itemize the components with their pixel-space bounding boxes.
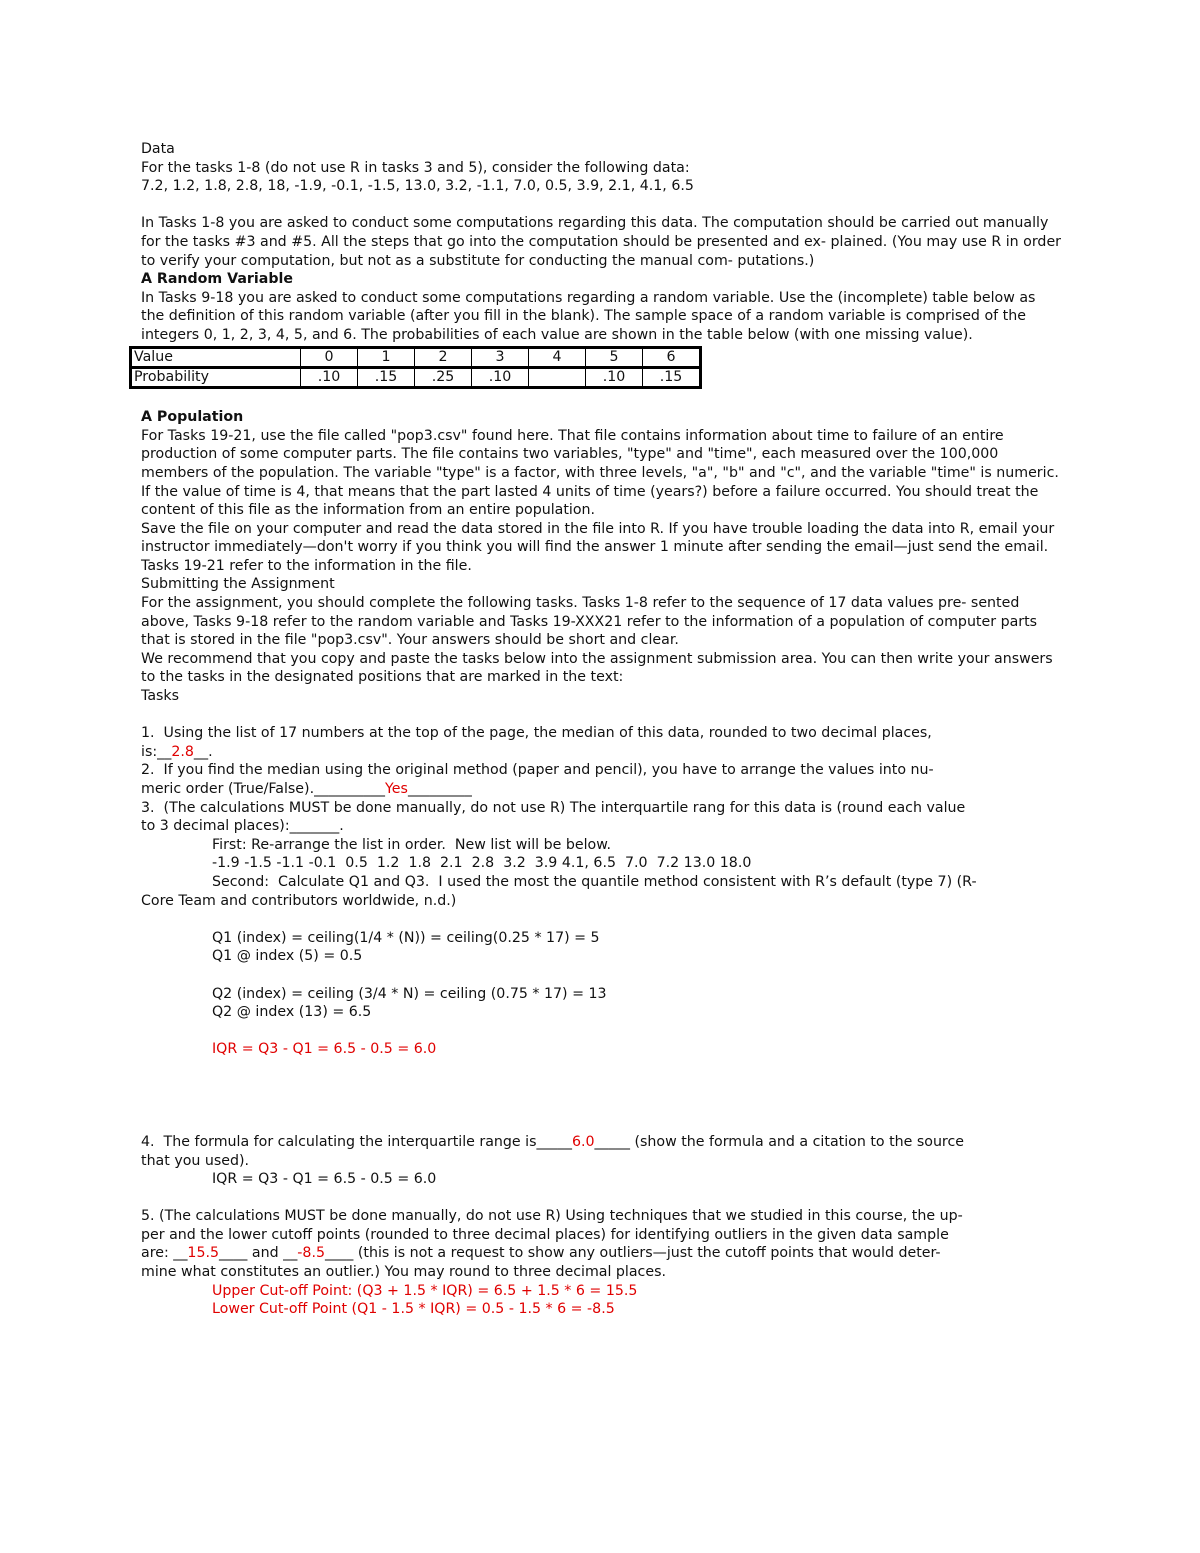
submitting-recommendation: We recommend that you copy and paste the tasks below into the assignment submission area. You can then write your answers to the tasks in the designated positions that are marked in the text: [141, 650, 1053, 686]
task-5-lower-cutoff: Lower Cut-off Point (Q1 - 1.5 * IQR) = 0.5 - 1.5 * 6 = -8.5 [212, 1301, 615, 1318]
task-2-suffix: _________ [407, 781, 472, 797]
task-5-upper-answer: 15.5 [187, 1245, 220, 1262]
task-3-first-step: First: Re-arrange the list in order. New list will be below. [212, 836, 612, 853]
task-1-question: 1. Using the list of 17 numbers at the top of the page, the median of this data, rounded to two decimal places, [141, 725, 932, 742]
value-cell: 3 [472, 347, 529, 367]
probability-cell: .25 [415, 367, 472, 387]
spacer [141, 966, 1061, 985]
task-5-seg-b: ____ and __ [219, 1245, 298, 1262]
data-values: 7.2, 1.2, 1.8, 2.8, 18, -1.9, -0.1, -1.5, 13.0, 3.2, -1.1, 7.0, 0.5, 3.9, 2.1, 4.1, 6.5 [141, 178, 694, 195]
task-4-suffix: _____ (show the formula and a citation to the source [594, 1133, 964, 1150]
spacer [141, 706, 1061, 725]
spacer [141, 1189, 1061, 1208]
submitting-heading: Submitting the Assignment [141, 576, 335, 593]
spacer [141, 1059, 1061, 1133]
task-2-question: 2. If you find the median using the original method (paper and pencil), you have to arrange the values into nu- [141, 762, 934, 779]
probability-row [131, 367, 701, 387]
value-cell: 6 [643, 347, 701, 367]
task-2-answer-line [141, 780, 1061, 799]
probability-cell: .15 [358, 367, 415, 387]
task-1-suffix: __. [193, 743, 213, 760]
population-text: For Tasks 19-21, use the file called "pop3.csv" found here. That file contains information about time to failure of an entire production of some computer parts. The file contains two variables, "type" and "time", each measured over the 100,000 members of the population. The variable "type" is a factor, with three levels, "a", "b" and "c", and the variable "time" is numeric. If the value of time is 4, that means that the part lasted 4 units of time (years?) before a failure occurred. You should treat the content of this file as the information from an entire population. [141, 427, 1059, 519]
task-3-second-step: Second: Calculate Q1 and Q3. I used the most the quantile method consistent with R’s default (type 7) (R- [212, 873, 977, 890]
value-cell: 1 [358, 347, 415, 367]
task-5-question-cont: per and the lower cutoff points (rounded to three decimal places) for identifying outliers in the given data sample [141, 1226, 949, 1243]
probability-cell: .10 [301, 367, 358, 387]
probability-row-label: Probability [131, 367, 301, 387]
task-4-question [141, 1133, 1061, 1152]
task-2-answer: Yes [385, 781, 408, 797]
task-1-answer-line [141, 743, 1061, 762]
task-5-upper-cutoff: Upper Cut-off Point: (Q3 + 1.5 * IQR) = 6.5 + 1.5 * 6 = 15.5 [212, 1282, 638, 1299]
task-5-seg-a: are: __ [141, 1245, 188, 1262]
task-2-prefix: meric order (True/False).__________ [141, 781, 386, 797]
task-3-iqr-answer: IQR = Q3 - Q1 = 6.5 - 0.5 = 6.0 [212, 1041, 437, 1058]
task-3-q1-value: Q1 @ index (5) = 0.5 [212, 948, 363, 965]
submitting-text: For the assignment, you should complete the following tasks. Tasks 1-8 refer to the sequence of 17 data values pre- sented above, Tasks 9-18 refer to the random variable and Tasks 19-XXX21 refer to the information of a population of computer parts that is stored in the file "pop3.csv". Your answers should be short and clear. [141, 595, 1038, 649]
value-row-label: Value [131, 347, 301, 367]
value-cell: 2 [415, 347, 472, 367]
task-5-lower-answer: -8.5 [297, 1245, 325, 1262]
data-intro: For the tasks 1-8 (do not use R in tasks 3 and 5), consider the following data: [141, 159, 690, 176]
task-3-citation: Core Team and contributors worldwide, n.d.) [141, 892, 457, 909]
random-variable-text: In Tasks 9-18 you are asked to conduct some computations regarding a random variable. Use the (incomplete) table below as the definition of this random variable (after you fill in the blank). The sample space of a random variable is comprised of the integers 0, 1, 2, 3, 4, 5, and 6. The probabilities of each value are shown in the table below (with one missing value). [141, 289, 1036, 343]
value-cell: 5 [586, 347, 643, 367]
spacer [141, 390, 1061, 409]
task-3-question-cont: to 3 decimal places):_______. [141, 818, 344, 835]
task-3-question: 3. (The calculations MUST be done manually, do not use R) The interquartile rang for this data is (round each value [141, 799, 966, 816]
data-instructions: In Tasks 1-8 you are asked to conduct some computations regarding this data. The computation should be carried out manually for the tasks #3 and #5. All the steps that go into the computation should be presented and ex- plained. (You may use R in order to verify your computation, but not as a substitute for conducting the manual com- putations.) [141, 215, 1062, 269]
probability-cell: .10 [472, 367, 529, 387]
value-cell: 4 [529, 347, 586, 367]
random-variable-heading: A Random Variable [141, 271, 293, 288]
task-1-answer: 2.8 [171, 743, 194, 760]
probability-cell: .10 [586, 367, 643, 387]
task-3-q1-index: Q1 (index) = ceiling(1/4 * (N)) = ceiling(0.25 * 17) = 5 [212, 929, 600, 946]
spacer [141, 1022, 1061, 1041]
population-instructions: Save the file on your computer and read the data stored in the file into R. If you have trouble loading the data into R, email your instructor immediately—don't worry if you think you will find the answer 1 minute after sending the email—just send the email. Tasks 19-21 refer to the information in the file. [141, 520, 1055, 574]
task-4-answer: 6.0 [571, 1133, 595, 1150]
probability-cell-missing [529, 367, 586, 387]
population-heading: A Population [141, 409, 244, 426]
task-3-q2-index: Q2 (index) = ceiling (3/4 * N) = ceiling (0.75 * 17) = 13 [212, 985, 607, 1002]
task-3-q2-value: Q2 @ index (13) = 6.5 [212, 1004, 372, 1021]
data-heading: Data [141, 141, 175, 157]
probability-cell: .15 [643, 367, 701, 387]
probability-table [129, 346, 702, 389]
value-cell: 0 [301, 347, 358, 367]
value-row [131, 347, 701, 367]
task-1-prefix: is:__ [141, 743, 172, 760]
task-3-sorted-list: -1.9 -1.5 -1.1 -0.1 0.5 1.2 1.8 2.1 2.8 3.2 3.9 4.1, 6.5 7.0 7.2 13.0 18.0 [212, 855, 752, 872]
task-4-formula: IQR = Q3 - Q1 = 6.5 - 0.5 = 6.0 [212, 1171, 437, 1188]
task-5-seg-c: ____ (this is not a request to show any outliers—just the cutoff points that would deter- [324, 1245, 941, 1262]
spacer [141, 910, 1061, 929]
task-5-answer-line [141, 1244, 1061, 1263]
spacer [141, 196, 1061, 215]
task-5-question-end: mine what constitutes an outlier.) You may round to three decimal places. [141, 1264, 666, 1281]
document-page [134, 140, 1062, 1319]
task-5-question: 5. (The calculations MUST be done manually, do not use R) Using techniques that we studied in this course, the up- [141, 1208, 963, 1225]
task-4-prefix: 4. The formula for calculating the interquartile range is_____ [141, 1133, 572, 1150]
task-4-question-cont: that you used). [141, 1152, 250, 1169]
tasks-heading: Tasks [141, 688, 180, 705]
